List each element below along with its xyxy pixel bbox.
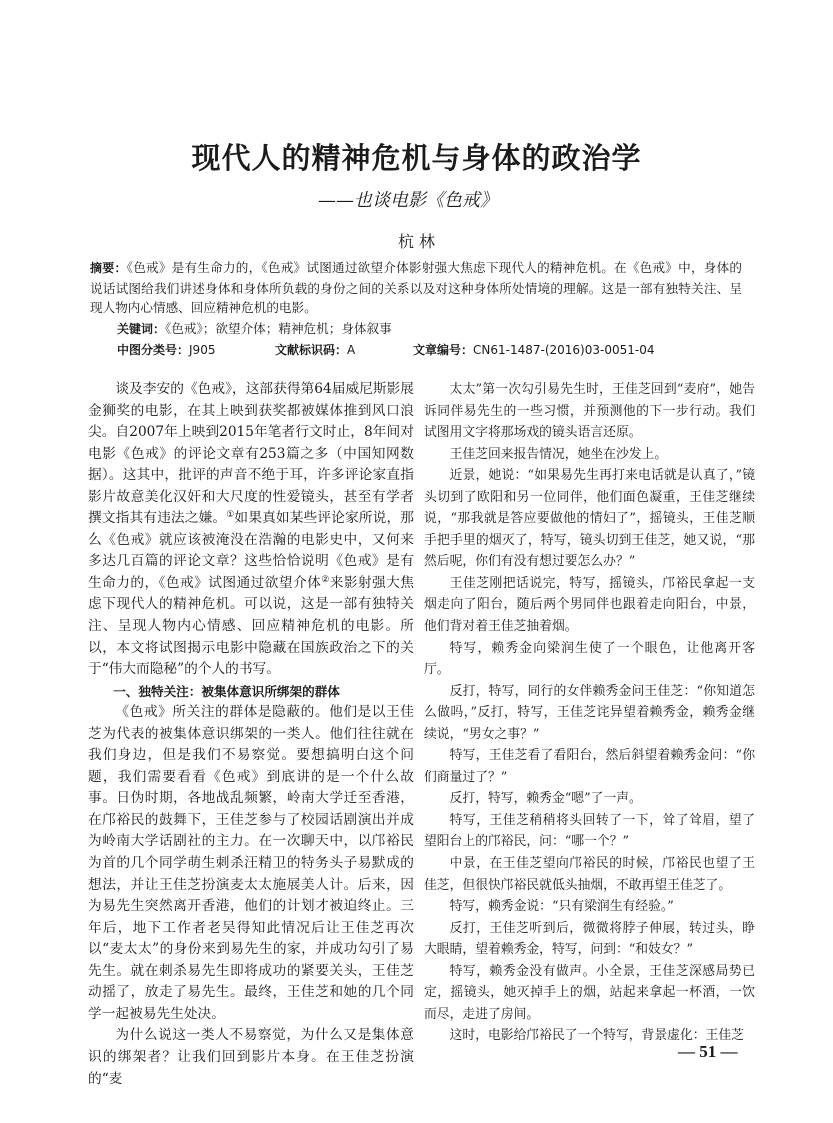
scene-description: 中景，在王佳芝望向邝裕民的时候，邝裕民也望了王佳芝，但很快邝裕民就低头抽烟，不敢再望王佳芝了。	[424, 856, 755, 893]
scene-description: 特写，赖秀金说：“只有梁润生有经验。”	[449, 899, 674, 915]
article-number: 文章编号：CN61-1487-(2016)03-0051-04	[413, 343, 655, 357]
right-column	[424, 379, 755, 1047]
scene-description: 特写，王佳芝稍稍将头回转了一下，耸了耸眉，望了望阳台上的邝裕民，问：“哪一个？”	[424, 812, 755, 850]
left-column	[88, 379, 414, 1090]
document-code: 文献标识码：A	[275, 343, 356, 357]
body-paragraph: 为什么说这一类人不易察觉，为什么又是集体意识的绑架者？让我们回到影片本身。在王佳芝扮演的“麦	[88, 1027, 414, 1087]
keywords	[117, 318, 392, 337]
author-name: 杭 林	[397, 232, 436, 251]
abstract-label: 摘要：	[90, 261, 127, 275]
keywords-text: 《色戒》；欲望介体；精神危机；身体叙事	[165, 321, 392, 336]
abstract-text: 《色戒》是有生命力的，《色戒》试图通过欲望介体影射强大焦虑下现代人的精神危机。在《色戒》中，身体的说话试图给我们讲述身体和身体所负载的身份之间的关系以及对这种身体所处情境的理解。这是一部有独特关注、呈现人物内心情感、回应精神危机的电影。	[90, 260, 742, 315]
article-meta	[117, 341, 677, 361]
scene-description: 特写，赖秀金没有做声。小全景，王佳芝深感局势已定，摇镜头，她灭掉手上的烟，站起来拿起一杯酒，一饮而尽，走进了房间。	[424, 963, 755, 1022]
scene-description: 反打，王佳芝听到后，微微将脖子伸展，转过头，睁大眼睛，望着赖秀金，特写，问到：“和妓女？”	[424, 920, 755, 958]
scene-description: 特写，王佳芝看了看阳台，然后斜望着赖秀金问：“你们商量过了？”	[424, 748, 755, 785]
article-subtitle: ——也谈电影《色戒》	[318, 190, 498, 211]
scene-description: 特写，赖秀金向梁润生使了一个眼色，让他离开客厅。	[424, 640, 755, 678]
page-number: — 51 —	[678, 1042, 738, 1061]
article-title: 现代人的精神危机与身体的政治学	[191, 141, 642, 175]
footnote-marker: ②	[321, 574, 330, 585]
footnote-marker: ①	[226, 510, 235, 521]
keywords-label: 关键词：	[117, 322, 166, 336]
scene-description: 王佳芝回来报告情况，她坐在沙发上。	[449, 446, 668, 462]
abstract	[90, 258, 742, 318]
body-paragraph: 太太”第一次勾引易先生时，王佳芝回到“麦府”，她告诉同伴易先生的一些习惯，并预测他的下一步行动。我们试图用文字将那场戏的镜头语言还原。	[424, 382, 755, 441]
section-heading: 一、独特关注：被集体意识所绑架的群体	[113, 683, 340, 699]
clc-number: 中图分类号：J905	[117, 343, 216, 357]
scene-description: 王佳芝刚把话说完，特写，摇镜头，邝裕民拿起一支烟走向了阳台，随后两个男同伴也跟着走向阳台，中景，他们背对着王佳芝抽着烟。	[424, 575, 755, 635]
scene-description: 这时，电影给邝裕民了一个特写，背景虚化：王佳芝	[449, 1028, 744, 1044]
scene-description: 反打，特写，赖秀金“嗯”了一声。	[449, 791, 642, 807]
scene-description: 反打，特写，同行的女伴赖秀金问王佳芝：“你知道怎么做吗，”反打，特写，王佳芝诧异望着赖秀金，赖秀金继续说，“男女之事？”	[424, 683, 755, 742]
body-paragraph: 《色戒》所关注的群体是隐蔽的。他们是以王佳芝为代表的被集体意识绑架的一类人。他们往往就在我们身边，但是我们不易察觉。要想搞明白这个问题，我们需要看看《色戒》到底讲的是一个什么故事。日伪时期，各地战乱频繁，岭南大学迁至香港，在邝裕民的鼓舞下，王佳芝参与了校园话剧演出并成为岭南大学话剧社的主力。在一次聊天中，以邝裕民为首的几个同学萌生刺杀汪精卫的特务头子易默成的想法，并让王佳芝扮演麦太太施展美人计。后来，因为易先生突然离开香港，他们的计划才被迫终止。三年后，地下工作者老吴得知此情况后让王佳芝再次以“麦太太”的身份来到易先生的家，并成功勾引了易先生。就在刺杀易先生即将成功的紧要关头，王佳芝动摇了，放走了易先生。最终，王佳芝和她的几个同学一起被易先生处决。	[88, 704, 414, 1022]
scene-description: 近景，她说：“如果易先生再打来电话就是认真了，”镜头切到了欧阳和另一位同伴，他们面色凝重，王佳芝继续说，“那我就是答应要做他的情妇了”，摇镜头，王佳芝顺手把手里的烟灭了，特写，镜头切到王佳芝，她又说，“那然后呢，你们有没有想过要怎么办？”	[424, 468, 755, 570]
body-paragraph: 谈及李安的《色戒》，这部获得第64届威尼斯影展金狮奖的电影，在其上映到获奖都被媒体推到风口浪尖。自2007年上映到2015年笔者行文时止，8年间对电影《色戒》的评论文章有253篇之多（中国知网数据）。这其中，批评的声音不绝于耳，许多评论家直指影片故意美化汉奸和大尺度的性爱镜头，甚至有学者撰文指其有违法之嫌。①如果真如某些评论家所说，那么《色戒》就应该被淹没在浩瀚的电影史中，又何来多达几百篇的评论文章？这些恰恰说明《色戒》是有生命力的，《色戒》试图通过欲望介体②来影射强大焦虑下现代人的精神危机。可以说，这是一部有独特关注、呈现人物内心情感、回应精神危机的电影。所以，本文将试图揭示电影中隐藏在国族政治之下的关于“伟大而隐秘”的个人的书写。	[88, 381, 414, 678]
